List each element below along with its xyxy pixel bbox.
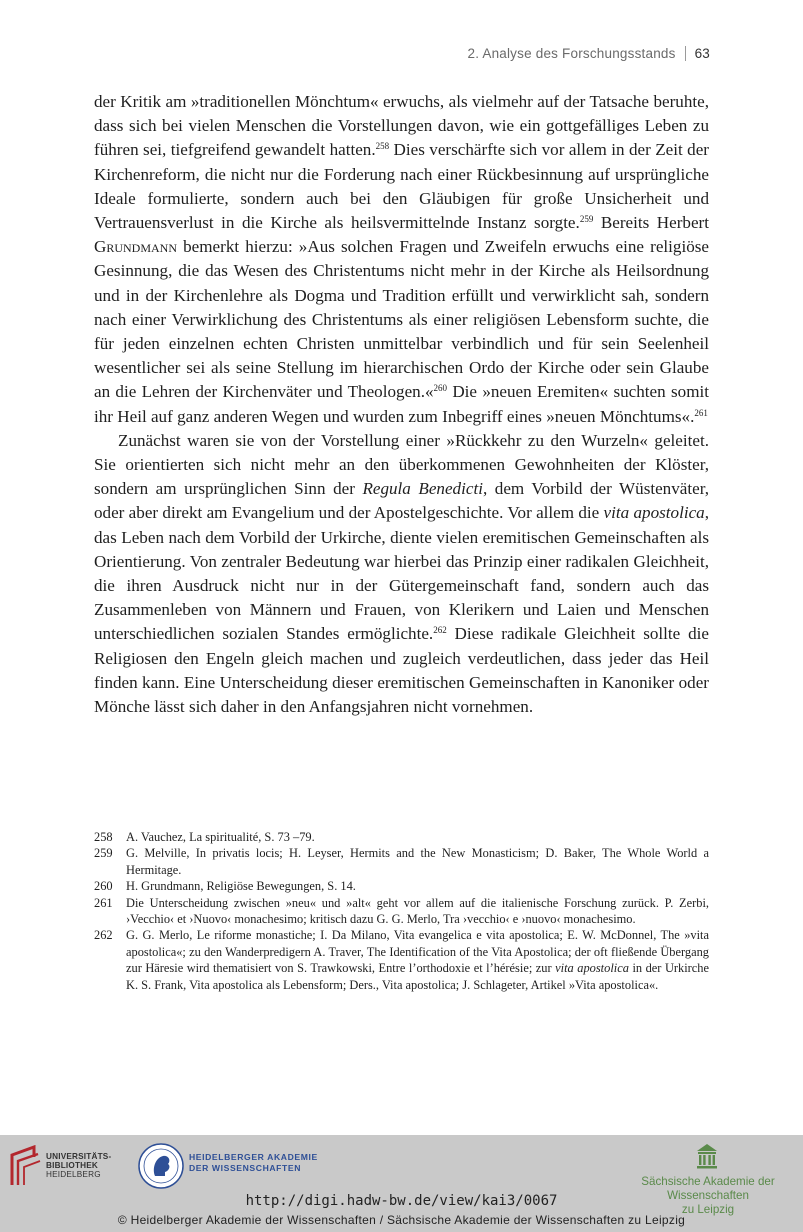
footnote-260 — [94, 878, 709, 894]
text-run: Bereits Herbert — [593, 213, 709, 233]
text-run: H. Grundmann, Religiöse Bewegungen, S. 14. — [126, 879, 356, 894]
running-head-separator — [685, 46, 686, 61]
footnote-259 — [94, 845, 709, 878]
paragraph-2 — [94, 429, 709, 719]
text-run: G. G. Merlo, Le riforme monastiche; I. Da Milano, Vita evangelica e vita apostolica; E. W. McDonnel, The »vita apostolica«; zu den Wanderpredigern A. Traver, The Identification of the Vita Apostolica; der oft fließende Übergang zur Häresie wird thematisiert von S. Trawkowski, Entre l’orthodoxie et l’hérésie; zur — [126, 928, 709, 976]
copyright-notice: © Heidelberger Akademie der Wissenschaften / Sächsische Akademie der Wissenschaften zu Leipzig — [117, 1213, 686, 1227]
saxon-academy-name: Sächsische Akademie der Wissenschaften zu Leipzig — [641, 1175, 775, 1216]
footnote-text — [126, 927, 709, 993]
footnote-ref[interactable]: 260 — [433, 383, 448, 394]
footnote-number: 260 — [94, 879, 113, 894]
italic-text: vita apostolica — [555, 961, 629, 976]
text-run: G. Melville, In privatis locis; H. Leyser, Hermits and the New Monasticism; D. Baker, The Whole World a Hermitage. — [126, 846, 709, 877]
footnote-text — [126, 878, 709, 894]
page-number: 63 — [694, 46, 710, 61]
footnote-number: 258 — [94, 830, 113, 844]
heidelberg-academy-name: HEIDELBERGER AKADEMIE DER WISSENSCHAFTEN — [189, 1152, 318, 1173]
footnote-258 — [94, 829, 709, 845]
text-run: Dies verschärfte sich vor allem in der Zeit der Kirchenreform, die nicht nur die Forderung nach einer Rückbesinnung auf ursprüngliche Ideale formulierte, sondern auch bei den Gläubigen für große Unsicherheit und Vertrauensverlust in die Kirche als heilsvermittelnde Instanz sorgte. — [94, 140, 709, 233]
footnote-261 — [94, 895, 709, 928]
footnote-text — [126, 845, 709, 878]
footnote-ref[interactable]: 262 — [433, 625, 447, 636]
footnote-text — [126, 829, 709, 845]
text-run: Zunächst waren sie von der Vorstellung einer »Rückkehr zu den Wurzeln« geleitet. Sie orientierten sich nicht mehr an den überkommenen Gewohnheiten der Klöster, sondern am ursprünglichen Sinn der — [94, 430, 709, 499]
text-run: A. Vauchez, La spiritualité, S. 73 –79. — [126, 830, 315, 844]
permalink-url[interactable]: http://digi.hadw-bw.de/view/kai3/0067 — [245, 1193, 558, 1209]
italic-text: Regula Benedicti — [362, 479, 483, 499]
text-run: , das Leben nach dem Vorbild der Urkirche, diente vielen eremitischen Gemeinschaften als Orientierung. Von zentraler Bedeutung war hierbei das Prinzip einer radikalen Gleichheit, die ihren Ausdruck nicht nur in der Gütergemeinschaft fand, sondern auch das Zusammenleben von Männern und Frauen, von Klerikern und Laien und Menschen unterschiedlichen sozialen Standes ermöglichte. — [94, 503, 709, 644]
footnote-number: 262 — [94, 928, 113, 943]
footnote-ref[interactable]: 259 — [579, 214, 594, 225]
footer-bar — [0, 1135, 803, 1232]
saxon-academy-building-icon — [696, 1143, 718, 1169]
text-run: Die Unterscheidung zwischen »neu« und »alt« geht vor allem auf die italienische Forschung zurück. P. Zerbi, ›Vecchio‹ et ›Nuovo‹ monachesimo; kritisch dazu G. G. Merlo, Tra ›vecchio‹ e ›nuovo‹ monachesimo. — [126, 895, 709, 927]
academy-seal-icon — [138, 1143, 184, 1189]
text-run: , dem Vorbild der Wüstenväter, oder aber direkt am Evangelium und der Apostelgeschichte. Vor allem die — [94, 479, 709, 523]
footnote-text — [126, 895, 709, 928]
author-name: Grundmann — [94, 237, 178, 257]
running-head — [468, 46, 711, 61]
footnote-number: 259 — [94, 846, 113, 861]
italic-text: vita apostolica — [603, 503, 705, 523]
footnote-ref[interactable]: 261 — [694, 407, 708, 418]
text-run: Die »neuen Eremiten« suchten somit ihr Heil auf ganz anderen Wegen und wurden zum Inbegriff eines »neuen Mönchtums«. — [94, 382, 709, 426]
main-text — [94, 90, 709, 719]
paragraph-1 — [94, 90, 709, 429]
university-library-name: UNIVERSITÄTS- BIBLIOTHEK HEIDELBERG — [46, 1152, 112, 1180]
running-head-chapter: 2. Analyse des Forschungsstands — [467, 46, 676, 61]
footnote-ref[interactable]: 258 — [375, 141, 390, 152]
footnote-262 — [94, 927, 709, 993]
text-run: der Kritik am »traditionellen Mönchtum« erwuchs, als vielmehr auf der Tatsache beruhte, dass sich bei vielen Menschen die Vorstellungen davon, wie ein gottgefälliges Leben zu führen sei, tiefgreifend gewandelt hatten. — [94, 92, 709, 160]
footnotes — [94, 829, 709, 993]
text-run: bemerkt hierzu: »Aus solchen Fragen und Zweifeln erwuchs eine religiöse Gesinnung, die das Wesen des Christentums nicht mehr in der Kirche als Heilsordnung und in der Kirchenlehre als Dogma und Tradition erfüllt und verwirklicht sah, sondern nach einer Verwirklichung des Christentums als einer religiösen Lebensform suchte, die für jeden einzelnen echten Christen unmittelbar verbindlich und für sein Seelenheil wesentlicher sei als seine Stellung im hierarchischen Ordo der Kirche oder sein Glaube an die Lehren der Kirchenväter und Theologen.« — [94, 237, 709, 402]
university-library-logo-icon — [8, 1145, 42, 1189]
footnote-number: 261 — [94, 895, 113, 910]
text-run: Diese radikale Gleichheit sollte die Religiosen den Engeln gleich machen und zugleich verdeutlichen, dass jeder das Heil finden kann. Eine Unterscheidung dieser eremitischen Gemeinschaften in Kanoniker oder Mönche lässt sich daher in den Anfangsjahren nicht vornehmen. — [94, 624, 709, 717]
text-run: in der Urkirche K. S. Frank, Vita apostolica als Lebensform; Ders., Vita apostolica; J. Schlageter, Artikel »Vita apostolica«. — [126, 961, 709, 992]
